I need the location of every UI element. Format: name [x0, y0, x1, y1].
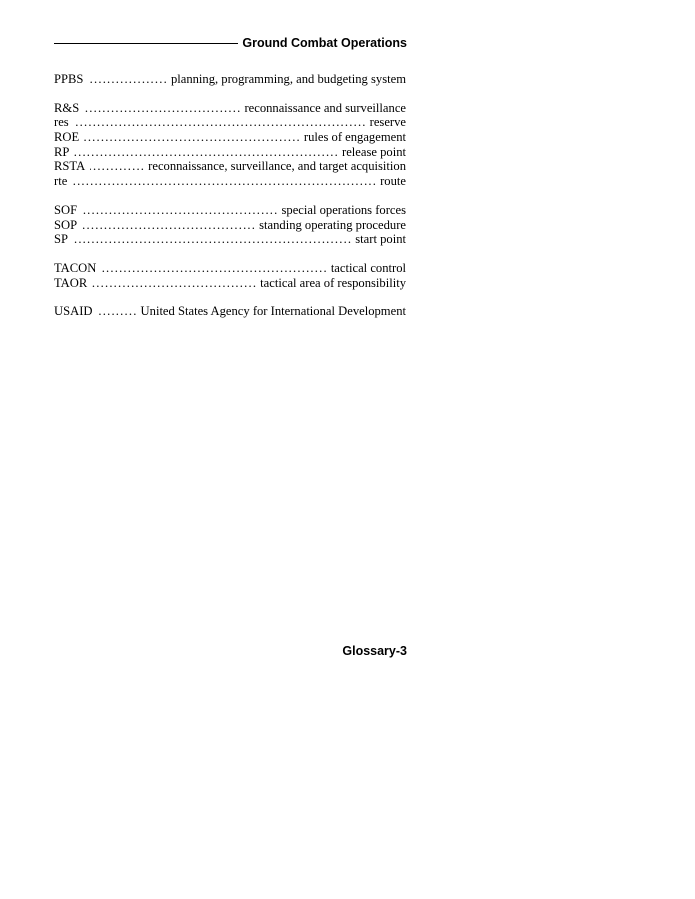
dot-leader [84, 101, 241, 116]
header-rule [54, 43, 238, 44]
glossary-entry [54, 232, 406, 247]
glossary-group-t [54, 261, 406, 290]
entry-abbreviation: RSTA [54, 159, 86, 174]
entry-definition: reconnaissance, surveillance, and target acquisition [148, 159, 406, 174]
glossary-group-p [54, 72, 406, 87]
header-title: Ground Combat Operations [242, 36, 407, 50]
glossary-entry [54, 145, 406, 160]
entry-abbreviation: PPBS [54, 72, 84, 86]
glossary-entry [54, 72, 406, 87]
dot-leader [84, 130, 301, 145]
entry-definition: release point [342, 144, 406, 159]
page-number: Glossary-3 [342, 644, 407, 658]
entry-definition: start point [355, 232, 406, 247]
glossary-entry [54, 115, 406, 130]
entry-definition: special operations forces [281, 202, 406, 217]
entry-abbreviation: ROE [54, 130, 80, 145]
entry-abbreviation: TACON [54, 260, 97, 275]
dot-leader [73, 232, 352, 247]
glossary-entry [54, 218, 406, 233]
entry-definition: reserve [369, 115, 406, 130]
glossary-entry [54, 159, 406, 174]
glossary-entry [54, 130, 406, 145]
entry-definition: reconnaissance and surveillance [244, 100, 406, 115]
glossary-entry [54, 261, 406, 276]
entry-abbreviation: SP [54, 232, 69, 247]
entry-abbreviation: R&S [54, 100, 80, 115]
entry-abbreviation: rte [54, 174, 68, 189]
entry-definition: route [380, 174, 406, 189]
glossary-entry [54, 203, 406, 218]
dot-leader [82, 203, 278, 218]
entry-definition: tactical area of responsibility [260, 275, 406, 290]
dot-leader [72, 174, 377, 189]
dot-leader [90, 159, 145, 174]
entry-definition: United States Agency for International Development [140, 304, 406, 319]
glossary-entry [54, 101, 406, 116]
entry-abbreviation: res [54, 115, 69, 130]
dot-leader [92, 276, 257, 291]
glossary-list [54, 72, 406, 333]
running-header [54, 34, 407, 52]
entry-definition: tactical control [330, 260, 406, 275]
dot-leader [88, 72, 168, 87]
entry-abbreviation: SOF [54, 202, 78, 217]
glossary-entry [54, 174, 406, 189]
glossary-entry [54, 276, 406, 291]
dot-leader [74, 145, 339, 160]
dot-leader [101, 261, 327, 276]
dot-leader [74, 115, 367, 130]
glossary-group-u [54, 304, 406, 319]
entry-abbreviation: SOP [54, 217, 78, 232]
glossary-group-r [54, 101, 406, 189]
entry-abbreviation: TAOR [54, 275, 88, 290]
dot-leader [82, 218, 256, 233]
glossary-group-s [54, 203, 406, 247]
entry-definition: rules of engagement [303, 130, 406, 145]
entry-abbreviation: USAID [54, 304, 93, 319]
entry-definition: planning, programming, and budgeting system [170, 72, 406, 86]
entry-definition: standing operating procedure [259, 217, 406, 232]
entry-abbreviation: RP [54, 144, 70, 159]
dot-leader [97, 304, 137, 319]
glossary-entry [54, 304, 406, 319]
